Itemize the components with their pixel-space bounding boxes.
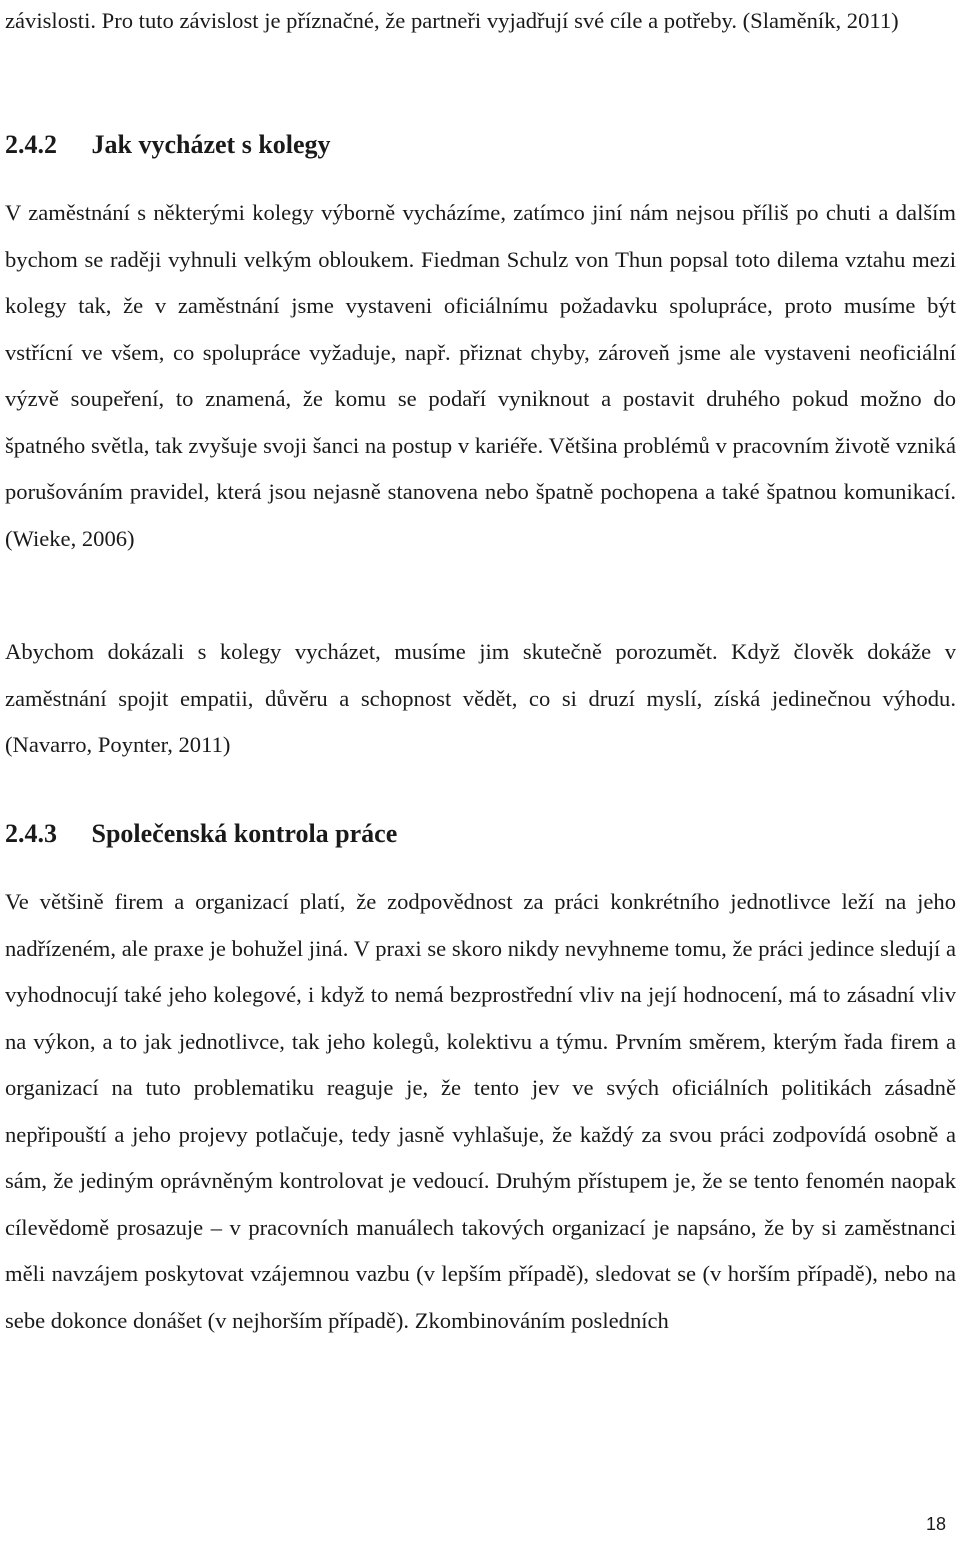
section-number: 2.4.3 [5,819,57,848]
section-heading-2-4-2 [0,128,331,162]
section-title: Jak vycházet s kolegy [91,130,331,159]
page-number: 18 [925,1514,946,1534]
section-heading-2-4-3 [0,817,397,851]
paragraph-colleagues-1: V zaměstnání s některými kolegy výborně vycházíme, zatímco jiní nám nejsou příliš po chuti a dalším bychom se raději vyhnuli velkým obloukem. Fiedman Schulz von Thun popsal toto dilema vztahu mezi kolegy tak, že v zaměstnání jsme vystaveni oficiálnímu požadavku spolupráce, proto musíme být vstřícní ve všem, co spolupráce vyžaduje, např. přiznat chyby, zároveň jsme ale vystaveni neoficiální výzvě soupeření, to znamená, že komu se podaří vyniknout a postavit druhého pokud možno do špatného světla, tak zvyšuje svoji šanci na postup v kariéře. Většina problémů v pracovním životě vzniká porušováním pravidel, která jsou nejasně stanovena nebo špatně pochopena a také špatnou komunikací. (Wieke, 2006) [5,200,956,551]
paragraph-intro: závislosti. Pro tuto závislost je příznačné, že partneři vyjadřují své cíle a potřeby. (Slaměník, 2011) [5,8,899,33]
paragraph-social-control: Ve většině firem a organizací platí, že zodpovědnost za práci konkrétního jednotlivce leží na jeho nadřízeném, ale praxe je bohužel jiná. V praxi se skoro nikdy nevyhneme tomu, že práci jedince sledují a vyhodnocují také jeho kolegové, i když to nemá bezprostřední vliv na její hodnocení, má to zásadní vliv na výkon, a to jak jednotlivce, tak jeho kolegů, kolektivu a týmu. Prvním směrem, kterým řada firem a organizací na tuto problematiku reaguje je, že tento jev ve svých oficiálních politikách zásadně nepřipouští a jeho projevy potlačuje, tedy jasně vyhlašuje, že každý za svou práci zodpovídá osobně a sám, že jediným oprávněným kontrolovat je vedoucí. Druhým přístupem je, že se tento fenomén naopak cílevědomě prosazuje – v pracovních manuálech takových organizací je napsáno, že by si zaměstnanci měli navzájem poskytovat vzájemnou vazbu (v lepším případě), sledovat se (v horším případě), nebo na sebe dokonce donášet (v nejhorším případě). Zkombinováním posledních [5,889,956,1333]
paragraph-colleagues-2: Abychom dokázali s kolegy vycházet, musíme jim skutečně porozumět. Když člověk dokáže v zaměstnání spojit empatii, důvěru a schopnost vědět, co si druzí myslí, získá jedinečnou výhodu. (Navarro, Poynter, 2011) [5,639,956,757]
section-number: 2.4.2 [5,130,57,159]
section-title: Společenská kontrola práce [91,819,398,848]
